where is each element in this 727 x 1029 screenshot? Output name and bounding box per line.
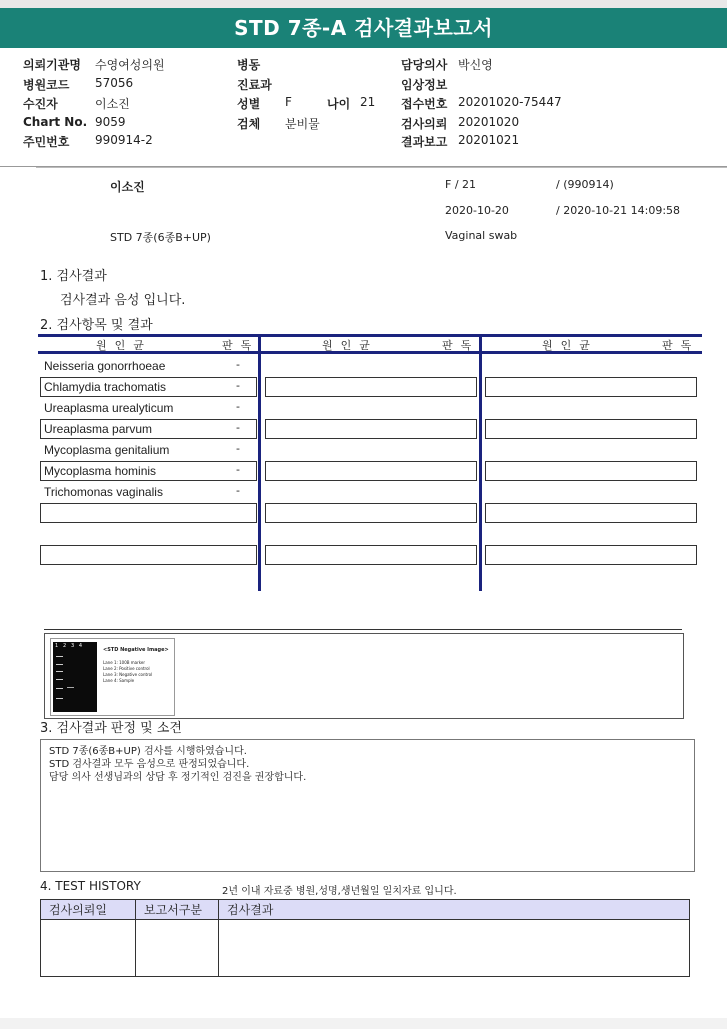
specimen-value: 분비물 (285, 117, 320, 131)
pathogen-result: - (236, 463, 240, 476)
gel-title: <STD Negative Image> (103, 647, 169, 653)
ward-label: 병동 (237, 58, 261, 72)
resident-no-label: 주민번호 (23, 135, 70, 149)
specimen-label: 검체 (237, 117, 261, 131)
pathogen-name: Mycoplasma genitalium (44, 443, 170, 457)
report-date-label: 결과보고 (401, 135, 448, 149)
history-cell (41, 920, 136, 977)
hospital-code-value: 57056 (95, 76, 134, 90)
sex-value: F (285, 95, 292, 109)
result-row-box (485, 461, 697, 481)
chart-no-label: Chart No. (23, 115, 88, 129)
result-row-box (265, 503, 477, 523)
history-table (40, 899, 690, 977)
top-strip (0, 0, 727, 8)
doctor-value: 박신영 (458, 58, 493, 72)
pathogen-name: Chlamydia trachomatis (44, 380, 167, 394)
pathogen-result: - (236, 421, 240, 434)
result-row-box (265, 419, 477, 439)
col2-pathogen-header: 원인균 (322, 339, 378, 352)
pathogen-result: - (236, 400, 240, 413)
section4-title: 4. TEST HISTORY (40, 879, 141, 893)
history-col-report-type: 보고서구분 (136, 900, 219, 920)
section1-title: 1. 검사결과 (40, 269, 107, 284)
hospital-code-label: 병원코드 (23, 78, 70, 92)
col1-result-header: 판독 (222, 339, 260, 352)
resident-no-value: 990914-2 (95, 133, 153, 147)
pathogen-name: Ureaplasma parvum (44, 422, 153, 436)
history-cell (219, 920, 690, 977)
summary-test-name: STD 7종(6종B+UP) (110, 231, 211, 244)
summary-date-report: / 2020-10-21 14:09:58 (556, 204, 681, 217)
request-date-label: 검사의뢰 (401, 117, 448, 131)
age-label: 나이 (327, 97, 351, 111)
summary-sex-age: F / 21 (445, 178, 477, 191)
title-bar (0, 8, 727, 48)
result-row-box (40, 503, 257, 523)
result-row-box (485, 419, 697, 439)
opinion-line: STD 검사결과 모두 음성으로 판정되었습니다. (49, 759, 250, 770)
history-note: 2년 이내 자료중 병원,성명,생년월일 일치자료 입니다. (222, 886, 457, 897)
report-title: STD 7종-A 검사결과보고서 (234, 16, 493, 40)
institution-value: 수영여성의원 (95, 58, 165, 72)
opinion-line: STD 7종(6종B+UP) 검사를 시행하였습니다. (49, 746, 247, 757)
section2-title: 2. 검사항목 및 결과 (40, 318, 153, 333)
history-col-result: 검사결과 (219, 900, 690, 920)
summary-date-request: 2020-10-20 (445, 204, 509, 217)
summary-specimen: Vaginal swab (445, 229, 518, 242)
result-row-box (40, 545, 257, 565)
section3-title: 3. 검사결과 판정 및 소견 (40, 721, 182, 736)
doctor-label: 담당의사 (401, 58, 448, 72)
institution-label: 의뢰기관명 (23, 58, 81, 72)
report-date-value: 20201021 (458, 133, 520, 147)
pathogen-name: Trichomonas vaginalis (44, 485, 163, 499)
pathogen-result: - (236, 442, 240, 455)
col2-result-header: 판독 (442, 339, 480, 352)
col3-result-header: 판독 (662, 339, 700, 352)
age-value: 21 (360, 95, 376, 109)
pathogen-name: Mycoplasma hominis (44, 464, 157, 478)
gel-image-panel (50, 638, 175, 716)
request-date-value: 20201020 (458, 115, 520, 129)
gel-legend: Lane 1: 100B marker Lane 2: Positive control Lane 3: Negative control Lane 4: Sample (103, 660, 153, 683)
history-cell (136, 920, 219, 977)
col1-pathogen-header: 원인균 (96, 339, 152, 352)
pathogen-result: - (236, 358, 240, 371)
result-row-box (485, 503, 697, 523)
opinion-line: 담당 의사 선생님과의 상담 후 정기적인 검진을 권장합니다. (49, 772, 307, 783)
section1-text: 검사결과 음성 입니다. (60, 293, 186, 308)
pathogen-name: Neisseria gonorrhoeae (44, 359, 166, 373)
gel-image: 1 2 3 4 (53, 642, 97, 712)
chart-no-value: 9059 (95, 115, 126, 129)
gel-divider (44, 629, 682, 630)
result-row-box (265, 377, 477, 397)
sex-label: 성별 (237, 97, 261, 111)
summary-birth: / (990914) (556, 178, 614, 191)
examinee-value: 이소진 (95, 97, 130, 111)
receipt-no-value: 20201020-75447 (458, 95, 562, 109)
pathogen-name: Ureaplasma urealyticum (44, 401, 174, 415)
history-col-request-date: 검사의뢰일 (41, 900, 136, 920)
receipt-no-label: 접수번호 (401, 97, 448, 111)
column-divider-2 (479, 334, 482, 591)
header-divider-inner (36, 167, 727, 168)
result-row-box (265, 461, 477, 481)
department-label: 진료과 (237, 78, 272, 92)
summary-name: 이소진 (110, 180, 145, 194)
pathogen-result: - (236, 379, 240, 392)
col3-pathogen-header: 원인균 (542, 339, 598, 352)
result-row-box (485, 545, 697, 565)
clinical-info-label: 임상정보 (401, 78, 448, 92)
column-divider-1 (258, 334, 261, 591)
examinee-label: 수진자 (23, 97, 58, 111)
result-row-box (265, 545, 477, 565)
pathogen-result: - (236, 484, 240, 497)
opinion-box (40, 739, 695, 872)
result-row-box (485, 377, 697, 397)
